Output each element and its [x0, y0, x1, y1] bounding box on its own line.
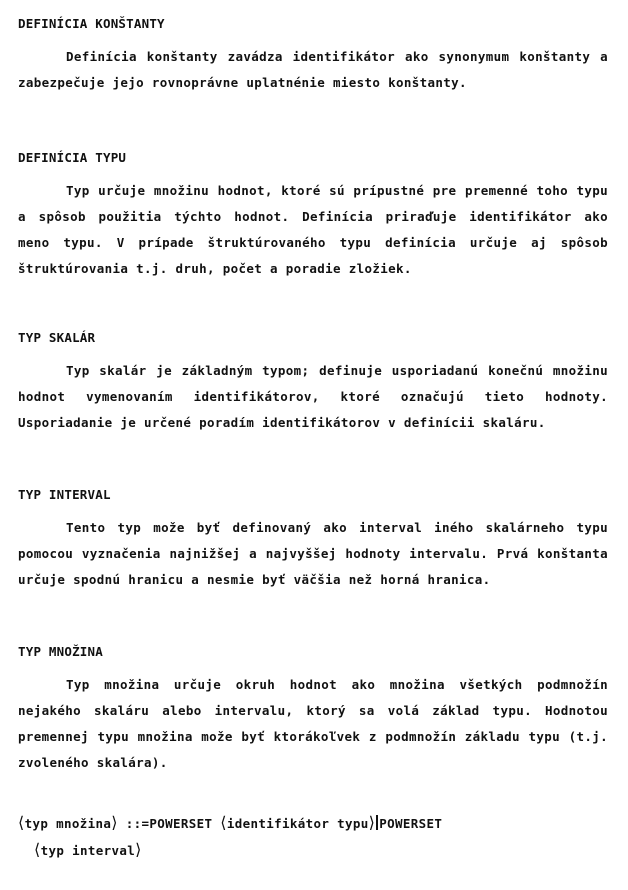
section-paragraph: Typ skalár je základným typom; definuje usporiadanú konečnú množinu hodnot vymenovaním identifikátorov, ktoré označujú tieto hodnoty. Usporiadanie je určené poradím identifikátorov v definícii skaláru.	[18, 363, 608, 430]
alternative-bar-icon	[376, 815, 378, 830]
syntax-keyword: POWERSET	[379, 816, 443, 831]
syntax-nonterminal: typ množina	[24, 816, 112, 831]
section-heading: DEFINÍCIA KONŠTANTY	[18, 16, 165, 31]
section-paragraph: Typ určuje množinu hodnot, ktoré sú prípustné pre premenné toho typu a spôsob použitia týchto hodnot. Definícia priraďuje identifikátor ako meno typu. V prípade štruktúrovaného typu definícia určuje aj spôsob štruktúrovania t.j. druh, počet a poradie zložiek.	[18, 183, 608, 276]
section-typ-mnozina	[18, 644, 608, 810]
section-typ-skalar	[18, 330, 608, 487]
syntax-continuation	[18, 837, 608, 864]
syntax-rule	[18, 810, 608, 864]
section-paragraph: Typ množina určuje okruh hodnot ako množina všetkých podmnožín nejakého skaláru alebo intervalu, ktorý sa volá základ typu. Hodnotou premennej typu množina može byť ktorákoľvek z podmnožín základu typu (t.j. zvoleného skalára).	[18, 677, 608, 770]
right-angle-bracket-icon: ⟩	[135, 840, 142, 859]
section-paragraph: Definícia konštanty zavádza identifikátor ako synonymum konštanty a zabezpečuje jejo rovnoprávne uplatnénie miesto konštanty.	[18, 49, 608, 90]
section-paragraph: Tento typ može byť definovaný ako interval iného skalárneho typu pomocou vyznačenia najnižšej a najvyššej hodnoty intervalu. Prvá konštanta určuje spodnú hranicu a nesmie byť väčšia než horná hranica.	[18, 520, 608, 587]
right-angle-bracket-icon: ⟩	[368, 813, 376, 832]
left-angle-bracket-icon: ⟨	[220, 813, 227, 832]
right-angle-bracket-icon: ⟩	[111, 813, 118, 832]
section-heading: DEFINÍCIA TYPU	[18, 150, 127, 165]
left-angle-bracket-icon: ⟨	[34, 840, 41, 859]
section-heading: TYP INTERVAL	[18, 487, 111, 502]
left-angle-bracket-icon: ⟨	[18, 813, 25, 832]
syntax-assign: ::=	[117, 816, 150, 831]
syntax-nonterminal: identifikátor typu	[226, 816, 369, 831]
section-heading: TYP SKALÁR	[18, 330, 96, 345]
syntax-nonterminal: typ interval	[40, 843, 136, 858]
syntax-keyword: POWERSET	[149, 816, 221, 831]
section-typ-interval	[18, 487, 608, 644]
section-heading: TYP MNOŽINA	[18, 644, 103, 659]
section-definicia-konstanty	[18, 16, 608, 150]
section-definicia-typu	[18, 150, 608, 330]
